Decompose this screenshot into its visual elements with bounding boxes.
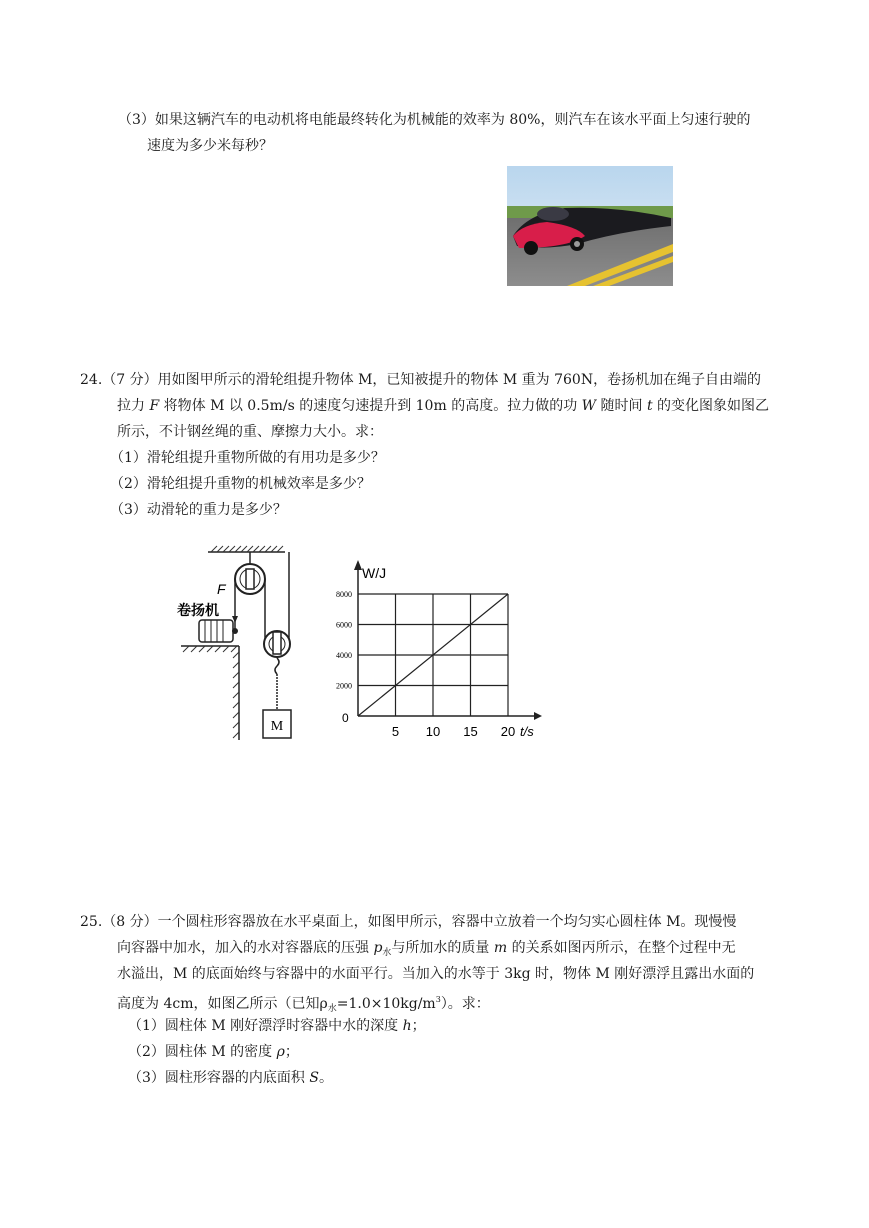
q25-part3: （3）圆柱形容器的内底面积 S。 <box>128 1070 333 1086</box>
mass-label: M <box>270 719 284 734</box>
y-axis-label: W/J <box>362 565 387 581</box>
q24-part2: （2）滑轮组提升重物的机械效率是多少？ <box>110 476 371 492</box>
x-tick-label: 10 <box>425 724 441 739</box>
solar-car-photo <box>507 166 673 286</box>
y-tick-label: 2000 <box>336 681 352 691</box>
q24-part1: （1）滑轮组提升重物所做的有用功是多少？ <box>110 450 385 466</box>
x-axis-label: t/s <box>520 724 534 739</box>
x-tick-label: 15 <box>463 724 478 739</box>
work-time-chart <box>320 556 545 750</box>
q24-line1: 24.（7 分）用如图甲所示的滑轮组提升物体 M，已知被提升的物体 M 重为 760N，卷扬机加在绳子自由端的 <box>80 372 762 388</box>
q23-part3-line1: （3）如果这辆汽车的电动机将电能最终转化为机械能的效率为 80%，则汽车在该水平面上匀速行驶的 <box>118 112 751 128</box>
y-tick-label: 6000 <box>336 620 352 630</box>
q25-line2: 向容器中加水，加入的水对容器底的压强 $p_水$与所加水的质量 m 的关系如图丙所示，在整个过程中无 <box>117 940 736 958</box>
origin-label: 0 <box>342 711 349 725</box>
q24-line2: 拉力 F 将物体 M 以 0.5m/s 的速度匀速提升到 10m 的高度。拉力做的功 W 随时间 t 的变化图象如图乙 <box>117 398 770 414</box>
y-tick-label: 8000 <box>336 590 352 599</box>
pulley-system-figure <box>175 542 315 751</box>
q23-part3-line2: 速度为多少米每秒？ <box>147 138 273 154</box>
x-tick-label: 5 <box>391 724 400 739</box>
q24-part3: （3）动滑轮的重力是多少？ <box>110 502 287 518</box>
y-tick-label: 4000 <box>336 651 352 660</box>
q25-part1: （1）圆柱体 M 刚好漂浮时容器中水的深度 h； <box>128 1018 426 1034</box>
q25-line1: 25.（8 分）一个圆柱形容器放在水平桌面上，如图甲所示，容器中立放着一个均匀实心圆柱体 M。现慢慢 <box>80 914 737 930</box>
x-tick-label: 20 <box>500 724 516 739</box>
q25-line4: 高度为 4cm，如图乙所示（已知$\rho_水=1.0\times 10kg/m^3$）。求： <box>117 995 490 1014</box>
q25-line3: 水溢出，M 的底面始终与容器中的水面平行。当加入的水等于 3kg 时，物体 M 刚好漂浮且露出水面的 <box>117 966 755 982</box>
force-label: F <box>217 581 226 597</box>
winch-label: 卷扬机 <box>177 603 219 619</box>
q25-part2: （2）圆柱体 M 的密度 ρ； <box>128 1044 299 1060</box>
q24-line3: 所示，不计钢丝绳的重、摩擦力大小。求： <box>117 424 383 440</box>
